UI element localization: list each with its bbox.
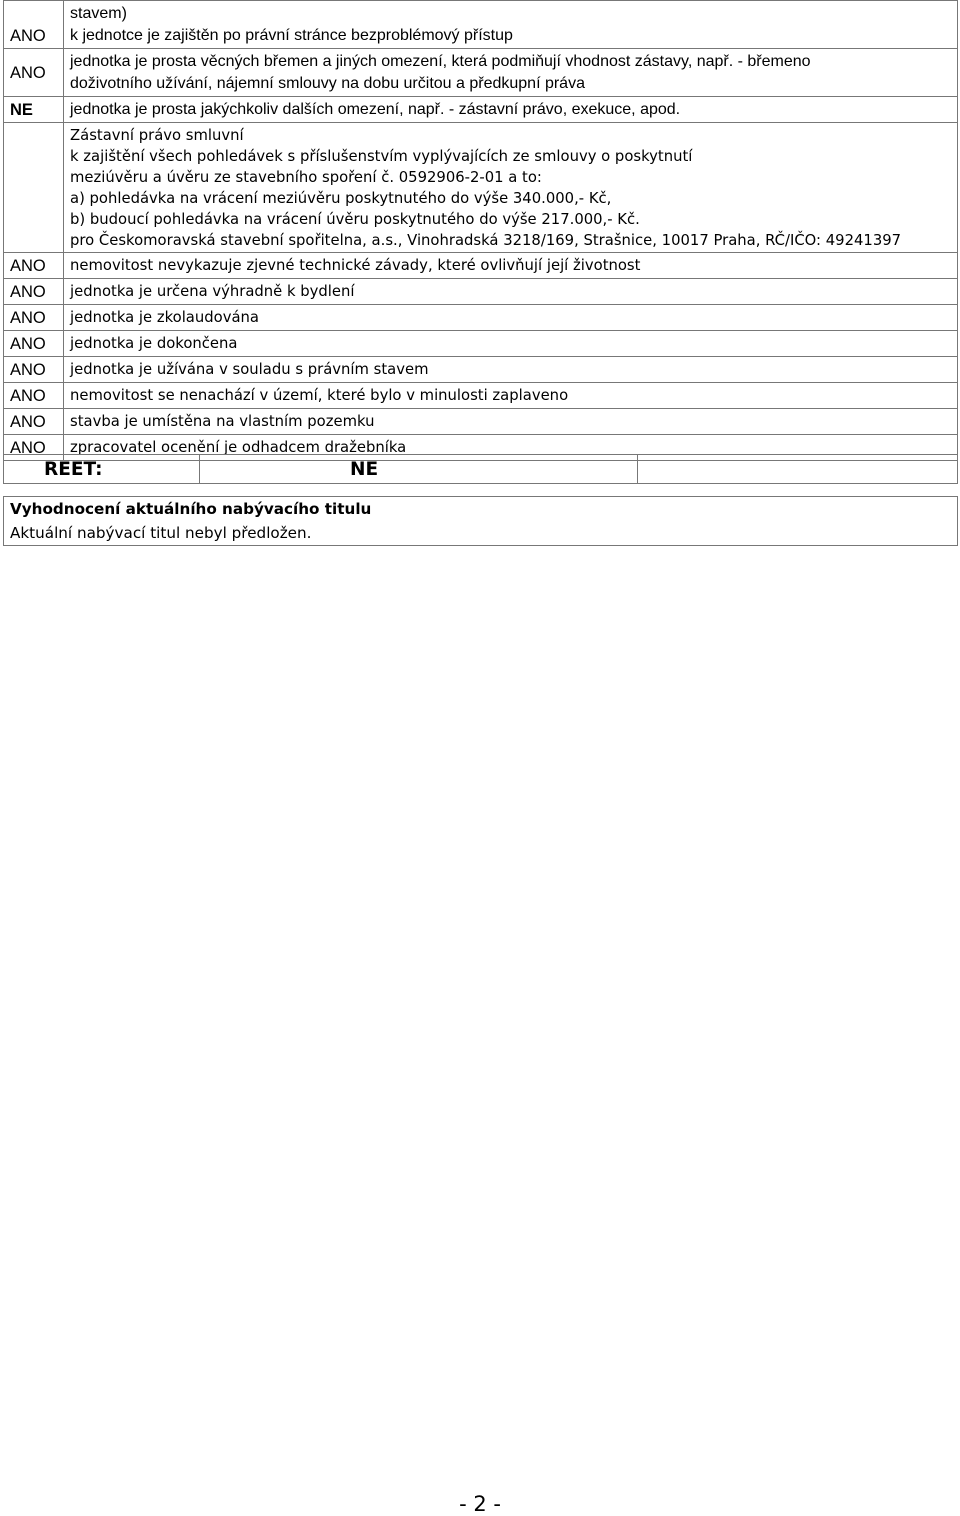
answer-cell: ANO (4, 435, 64, 461)
reet-table (3, 454, 958, 484)
reet-empty-cell (638, 455, 958, 484)
reet-value: NE (200, 455, 638, 484)
item-text: jednotka je zkolaudována (70, 309, 259, 326)
item-text: meziúvěru a úvěru ze stavebního spoření č. 0592906-2-01 a to: (70, 169, 542, 186)
item-cell (64, 383, 958, 409)
answer-cell: NE (4, 97, 64, 123)
item-text: stavba je umístěna na vlastním pozemku (70, 413, 375, 430)
checklist-row (4, 357, 958, 383)
answer-cell: ANO (4, 383, 64, 409)
item-text: zpracovatel ocenění je odhadcem dražebníka (70, 439, 407, 456)
item-cell (64, 123, 958, 253)
checklist-row (4, 331, 958, 357)
checklist-row (4, 253, 958, 279)
item-text: jednotka je užívána v souladu s právním stavem (70, 361, 429, 378)
reet-label: REET: (4, 455, 200, 484)
item-text: stavem) (70, 5, 127, 22)
item-text: Zástavní právo smluvní (70, 127, 244, 144)
section-text: Aktuální nabývací titul nebyl předložen. (4, 521, 958, 546)
item-cell (64, 49, 958, 97)
item-text: nemovitost se nenachází v území, které bylo v minulosti zaplaveno (70, 387, 569, 404)
item-text: pro Českomoravská stavební spořitelna, a.s., Vinohradská 3218/169, Strašnice, 10017 Praha, RČ/IČO: 49241397 (70, 232, 902, 249)
answer-cell: ANO (4, 305, 64, 331)
item-cell (64, 331, 958, 357)
answer-cell: ANO (4, 409, 64, 435)
checklist-row (4, 1, 958, 49)
acquisition-title-section (3, 496, 958, 546)
item-cell (64, 409, 958, 435)
item-text: jednotka je prosta věcných břemen a jiných omezení, která podmiňují vhodnost zástavy, např. - břemeno (70, 53, 811, 70)
checklist-row (4, 409, 958, 435)
item-text: jednotka je prosta jakýchkoliv dalších omezení, např. - zástavní právo, exekuce, apod. (70, 101, 681, 118)
checklist-row (4, 123, 958, 253)
answer-cell: ANO (4, 331, 64, 357)
page-number: - 2 - (459, 1492, 501, 1516)
item-text: jednotka je určena výhradně k bydlení (70, 283, 355, 300)
item-cell (64, 97, 958, 123)
item-cell (64, 253, 958, 279)
item-cell (64, 357, 958, 383)
item-text: jednotka je dokončena (70, 335, 238, 352)
answer-cell: ANO (4, 49, 64, 97)
item-cell (64, 305, 958, 331)
item-text: k zajištění všech pohledávek s příslušenstvím vyplývajících ze smlouvy o poskytnutí (70, 148, 693, 165)
answer-cell: ANO (4, 253, 64, 279)
checklist-row (4, 97, 958, 123)
checklist-row (4, 383, 958, 409)
item-text: a) pohledávka na vrácení meziúvěru poskytnutého do výše 340.000,- Kč, (70, 190, 612, 207)
section-heading: Vyhodnocení aktuálního nabývacího titulu (4, 497, 958, 522)
answer-cell: ANO (4, 279, 64, 305)
answer-cell: ANO (4, 1, 64, 49)
answer-cell: ANO (4, 357, 64, 383)
checklist-row (4, 49, 958, 97)
checklist-row (4, 279, 958, 305)
item-text: b) budoucí pohledávka na vrácení úvěru poskytnutého do výše 217.000,- Kč. (70, 211, 640, 228)
checklist-row (4, 305, 958, 331)
item-text: nemovitost nevykazuje zjevné technické závady, které ovlivňují její životnost (70, 257, 641, 274)
item-cell (64, 1, 958, 49)
item-cell (64, 279, 958, 305)
answer-cell (4, 123, 64, 253)
item-text: k jednotce je zajištěn po právní stránce bezproblémový přístup (70, 27, 513, 44)
item-text: doživotního užívání, nájemní smlouvy na dobu určitou a předkupní práva (70, 75, 585, 92)
checklist-table (3, 0, 958, 461)
